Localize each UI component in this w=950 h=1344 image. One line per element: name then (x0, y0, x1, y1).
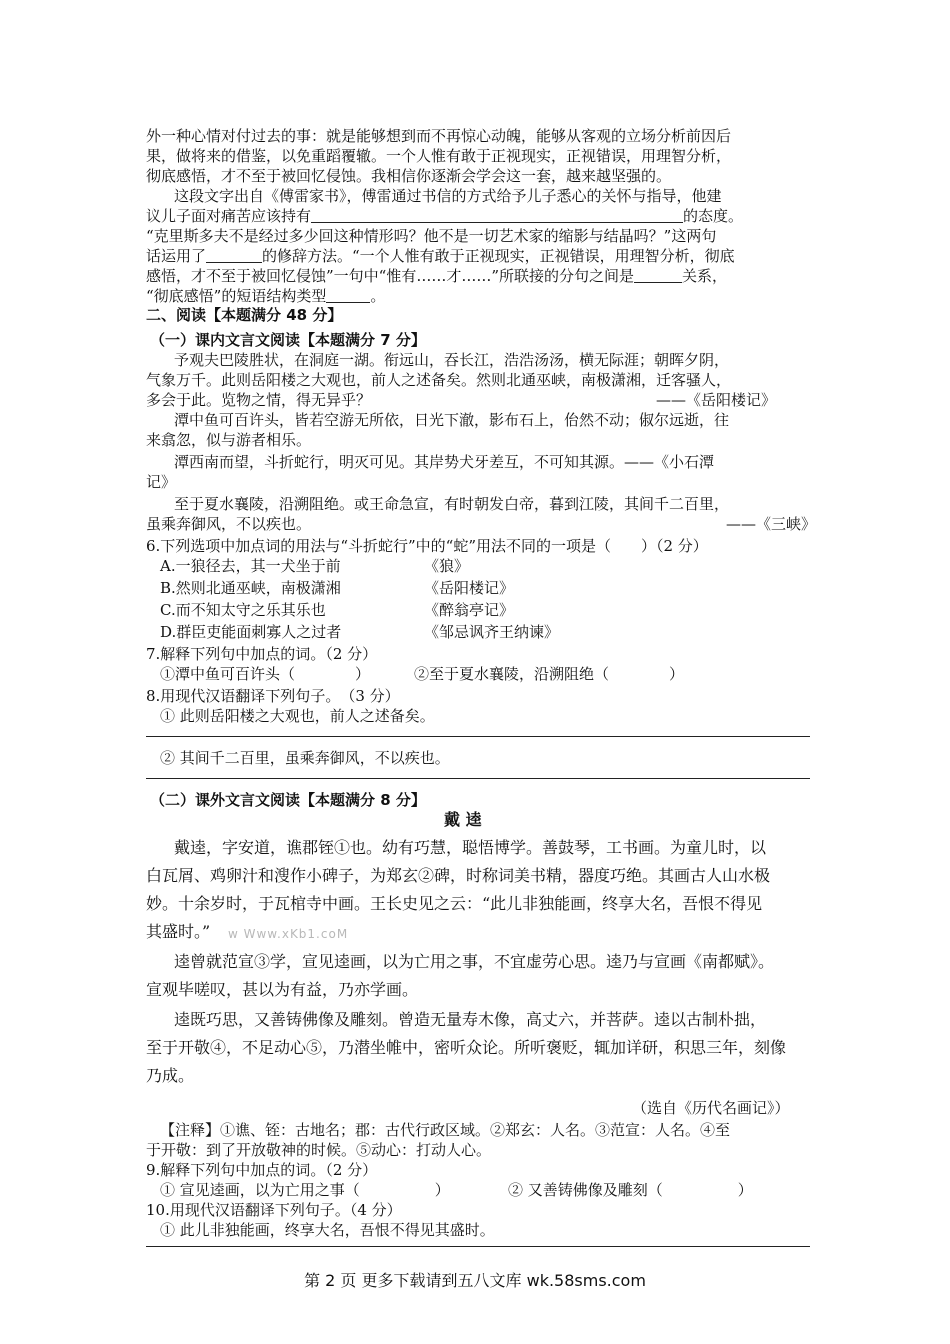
notes-line-2: 于开敬：到了开放敬神的时候。⑤动心：打动人心。 (146, 1141, 492, 1159)
q6-option-d[interactable]: D.群臣吏能面刺寡人之过者 (160, 623, 342, 641)
q10-item-a: ① 此儿非独能画，终享大名，吾恨不得见其盛时。 (160, 1221, 495, 1239)
passage-heading: 戴 逵 (444, 810, 482, 829)
para-2-line-2: 宣观毕嗟叹，甚以为有益，乃亦学画。 (146, 980, 419, 999)
question-line-4: 话运用了 的修辞方法。“一个人惟有敢于正视现实，正视错误，用理智分析，彻底 (146, 247, 735, 265)
q6-option-d-source: 《邹忌讽齐王纳谏》 (424, 623, 560, 641)
answer-blank-relation[interactable] (634, 268, 682, 283)
q6-option-b-source: 《岳阳楼记》 (424, 579, 515, 597)
intro-line-1: 外一种心情对付过去的事：就是能够想到而不再惊心动魄，能够从客观的立场分析前因后 (146, 127, 732, 145)
passage-2-line-1: 潭中鱼可百许头，皆若空游无所依，日光下澈，影布石上，佁然不动；俶尔远逝，往 (174, 411, 730, 429)
para-1-line-3: 妙。十余岁时，于瓦棺寺中画。王长史见之云：“此儿非独能画，终享大名，吾恨不得见 (146, 894, 763, 913)
answer-blank-phrase[interactable] (326, 288, 370, 303)
q7-item-b[interactable]: ②至于夏水襄陵，沿溯阻绝（ ） (414, 665, 685, 683)
passage-source: （选自《历代名画记》） (632, 1099, 790, 1117)
passage-2-line-2: 来翕忽，似与游者相乐。 (146, 431, 312, 449)
q8-item-a: ① 此则岳阳楼之大观也，前人之述备矣。 (160, 707, 435, 725)
answer-line-q8a[interactable] (146, 736, 810, 737)
para-3-line-3: 乃成。 (146, 1066, 195, 1085)
q9-item-b[interactable]: ② 又善铸佛像及雕刻（ ） (508, 1181, 753, 1199)
para-1-line-4: 其盛时。” (146, 922, 211, 941)
q7-item-a[interactable]: ①潭中鱼可百许头（ ） (160, 665, 371, 683)
intro-line-2: 果，做将来的借鉴，以免重蹈覆辙。一个人惟有敢于正视现实，正视错误，用理智分析， (146, 147, 732, 165)
question-9: 9.解释下列句中加点的词。（2 分） (146, 1161, 378, 1179)
para-3-line-2: 至于开敬④，不足动心⑤，乃潜坐帷中，密听众论。所听褒贬，辄加详研，积思三年，刻像 (146, 1038, 787, 1057)
watermark-text: w Www.xKb1.coM (228, 927, 349, 941)
part-1-title: （一）课内文言文阅读【本题满分 7 分】 (150, 331, 426, 349)
question-8: 8.用现代汉语翻译下列句子。 （3 分） (146, 687, 400, 705)
q9-item-a[interactable]: ① 宣见逵画，以为亡用之事（ ） (160, 1181, 450, 1199)
passage-3-line-1: 潭西南而望，斗折蛇行，明灭可见。其岸势犬牙差互，不可知其源。——《小石潭 (174, 453, 715, 471)
passage-4-line-2: 虽乘奔御风，不以疾也。 (146, 515, 312, 533)
answer-line-q8b[interactable] (146, 778, 810, 779)
q6-option-a[interactable]: A.一狼径去，其一犬坐于前 (160, 557, 341, 575)
answer-blank-attitude[interactable] (311, 208, 683, 223)
q8-item-b: ② 其间千二百里，虽乘奔御风，不以疾也。 (160, 749, 450, 767)
question-line-1: 这段文字出自《傅雷家书》，傅雷通过书信的方式给予儿子悉心的关怀与指导，他建 (174, 187, 722, 205)
para-1-line-1: 戴逵，字安道，谯郡铚①也。幼有巧慧，聪悟博学。善鼓琴，工书画。为童儿时，以 (174, 838, 767, 857)
question-7: 7.解释下列句中加点的词。（2 分） (146, 645, 378, 663)
notes-line-1: 【注释】①谯、铚：古地名；郡：古代行政区域。②郑玄：人名。③范宣：人名。④至 (160, 1121, 731, 1139)
question-line-3: “克里斯多夫不是经过多少回这种情形吗？他不是一切艺术家的缩影与结晶吗？”这两句 (146, 227, 717, 245)
passage-1-source: ——《岳阳楼记》 (656, 391, 777, 409)
question-6: 6.下列选项中加点词的用法与“斗折蛇行”中的“蛇”用法不同的一项是（ ）（2 分） (146, 537, 708, 555)
q6-option-b[interactable]: B.然则北通巫峡，南极潇湘 (160, 579, 341, 597)
q6-option-a-source: 《狼》 (424, 557, 470, 575)
intro-line-3: 彻底感悟，才不至于被回忆侵蚀。我相信你逐渐会学会这一套，越来越坚强的。 (146, 167, 672, 185)
para-2-line-1: 逵曾就范宣③学，宣见逵画，以为亡用之事，不宜虚劳心思。逵乃与宣画《南都赋》。 (174, 952, 775, 971)
passage-4-line-1: 至于夏水襄陵，沿溯阻绝。或王命急宣，有时朝发白帝，暮到江陵，其间千二百里， (174, 495, 730, 513)
page-footer: 第 2 页 更多下载请到五八文库 wk.58sms.com (304, 1271, 646, 1290)
answer-line-q10a[interactable] (146, 1246, 810, 1247)
part-2-title: （二）课外文言文阅读【本题满分 8 分】 (150, 791, 426, 809)
question-line-5: 感悟，才不至于被回忆侵蚀”一句中“惟有……才……”所联接的分句之间是 关系， (146, 267, 728, 285)
section-2-title: 二、阅读【本题满分 48 分】 (146, 306, 343, 324)
answer-blank-rhetoric[interactable] (206, 248, 262, 263)
question-line-6: “彻底感悟”的短语结构类型 。 (146, 287, 386, 305)
passage-1-line-3: 多会于此。览物之情，得无异乎？ (146, 391, 372, 409)
passage-1-line-1: 予观夫巴陵胜状，在洞庭一湖。衔远山，吞长江，浩浩汤汤，横无际涯；朝晖夕阴， (174, 351, 730, 369)
q6-option-c[interactable]: C.而不知太守之乐其乐也 (160, 601, 326, 619)
para-1-line-2: 白瓦屑、鸡卵汁和溲作小碑子，为郑玄②碑，时称词美书精，器度巧绝。其画古人山水极 (146, 866, 771, 885)
question-10: 10.用现代汉语翻译下列句子。（4 分） (146, 1201, 402, 1219)
para-3-line-1: 逵既巧思，又善铸佛像及雕刻。曾造无量寿木像，高丈六，并菩萨。逵以古制朴拙， (174, 1010, 767, 1029)
passage-4-source: ——《三峡》 (726, 515, 817, 533)
passage-1-line-2: 气象万千。此则岳阳楼之大观也，前人之述备矣。然则北通巫峡，南极潇湘，迁客骚人， (146, 371, 732, 389)
passage-3-line-2: 记》 (146, 473, 177, 491)
q6-option-c-source: 《醉翁亭记》 (424, 601, 515, 619)
question-line-2: 议儿子面对痛苦应该持有 的态度。 (146, 207, 744, 225)
